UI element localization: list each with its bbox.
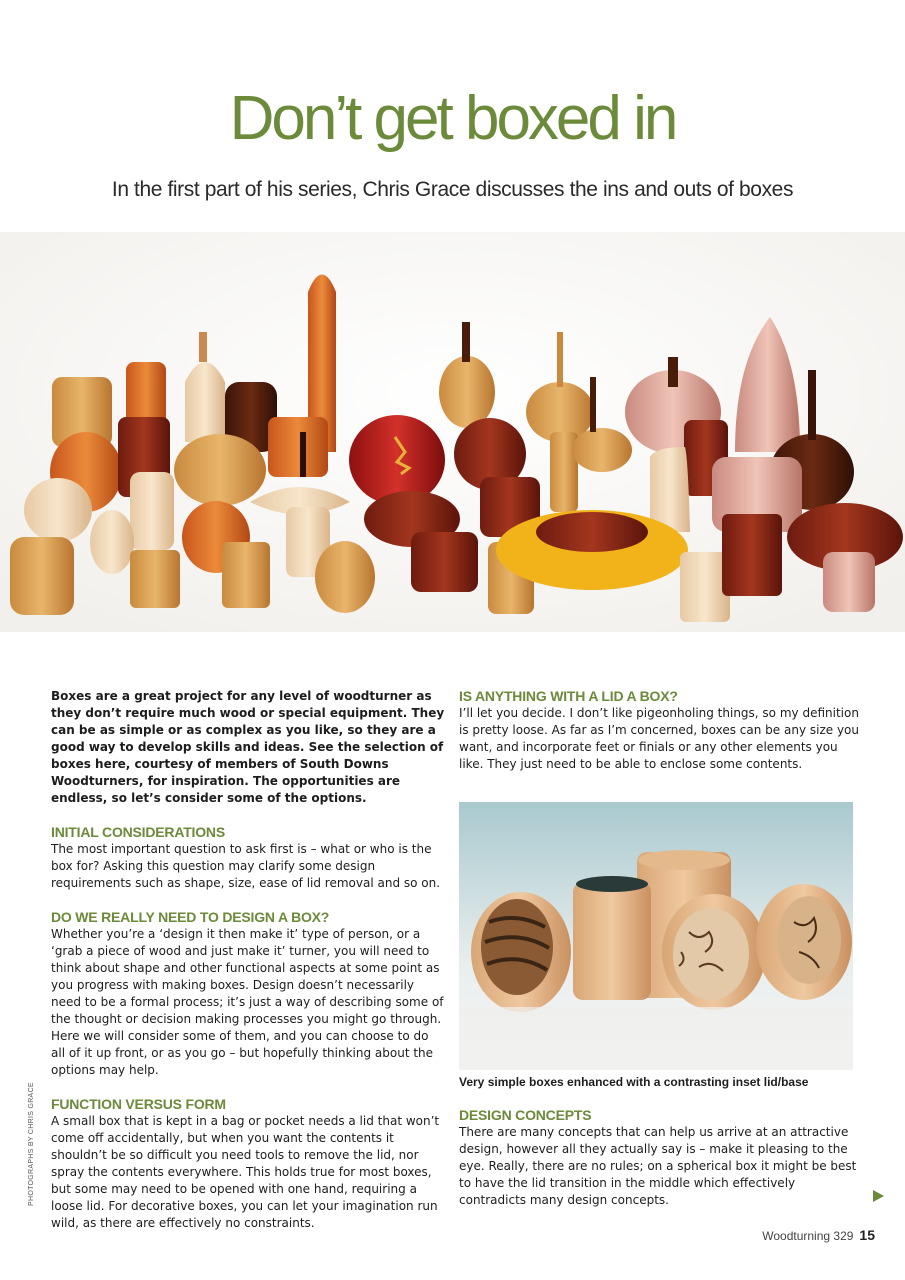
section-heading: INITIAL CONSIDERATIONS xyxy=(51,824,225,840)
intro-paragraph: Boxes are a great project for any level of woodturner as they don’t require much wood or special equipment. They can be as simple or as complex as you like, so they are a good way to develop skills and ideas. See the selection of boxes here, courtesy of members of South Downs Woodturners, for inspiration. The opportunities are endless, so let’s consider some of the options. xyxy=(51,689,445,805)
section-text: A small box that is kept in a bag or pocket needs a lid that won’t come off accidentally, but when you want the contents it shouldn’t be so difficult you need tools to remove the lid, nor spray the contents everywhere. This holds true for most boxes, but some may need to be opened with one hand, requiring a loose lid. For decorative boxes, you can let your imagination run wild, as there are effectively no constraints. xyxy=(51,1114,440,1230)
hero-photo-boxes xyxy=(0,232,905,632)
left-column xyxy=(51,688,446,1249)
article-standfirst: In the first part of his series, Chris Grace discusses the ins and outs of boxes xyxy=(111,178,794,201)
photo-credit: PHOTOGRAPHS BY CHRIS GRACE xyxy=(28,1082,35,1206)
continue-arrow-icon xyxy=(873,1190,884,1202)
photo-simple-boxes xyxy=(459,802,853,1070)
section-text: There are many concepts that can help us arrive at an attractive design, however all they actually say is – make it pleasing to the eye. Really, there are no rules; on a spherical box it might be best to have the lid transition in the middle which effectively contradicts many design concepts. xyxy=(459,1125,857,1207)
photo-caption: Very simple boxes enhanced with a contrasting inset lid/base xyxy=(459,1075,809,1089)
section-heading: DESIGN CONCEPTS xyxy=(459,1107,592,1123)
section-heading: DO WE REALLY NEED TO DESIGN A BOX? xyxy=(51,909,330,925)
page-number: 15 xyxy=(859,1227,875,1243)
right-column-top xyxy=(459,688,859,790)
section-heading: IS ANYTHING WITH A LID A BOX? xyxy=(459,688,678,704)
page-footer xyxy=(762,1227,875,1243)
section-text: I’ll let you decide. I don’t like pigeonholing things, so my definition is pretty loose. As far as I’m concerned, boxes can be any size you want, and incorporate feet or finials or any other elements you like. They just need to be able to enclose some contents. xyxy=(459,706,860,771)
section-heading: FUNCTION VERSUS FORM xyxy=(51,1096,226,1112)
section-text: The most important question to ask first is – what or who is the box for? Asking this question may clarify some design requirements such as shape, size, ease of lid removal and so on. xyxy=(51,842,441,890)
right-column-bottom xyxy=(459,1107,859,1226)
section-text: Whether you’re a ‘design it then make it’ type of person, or a ‘grab a piece of wood and just make it’ turner, you will need to think about shape and other functional aspects at some point as you progress with making boxes. Design doesn’t necessarily need to be a formal process; it’s just a way of describing some of the thought or decision making processes you might go through. Here we will consider some of them, and you can choose to do all of it up front, or as you go – but hopefully thinking about the options may help. xyxy=(51,927,444,1077)
magazine-issue: Woodturning 329 xyxy=(762,1229,854,1243)
article-title: Don’t get boxed in xyxy=(229,84,676,153)
